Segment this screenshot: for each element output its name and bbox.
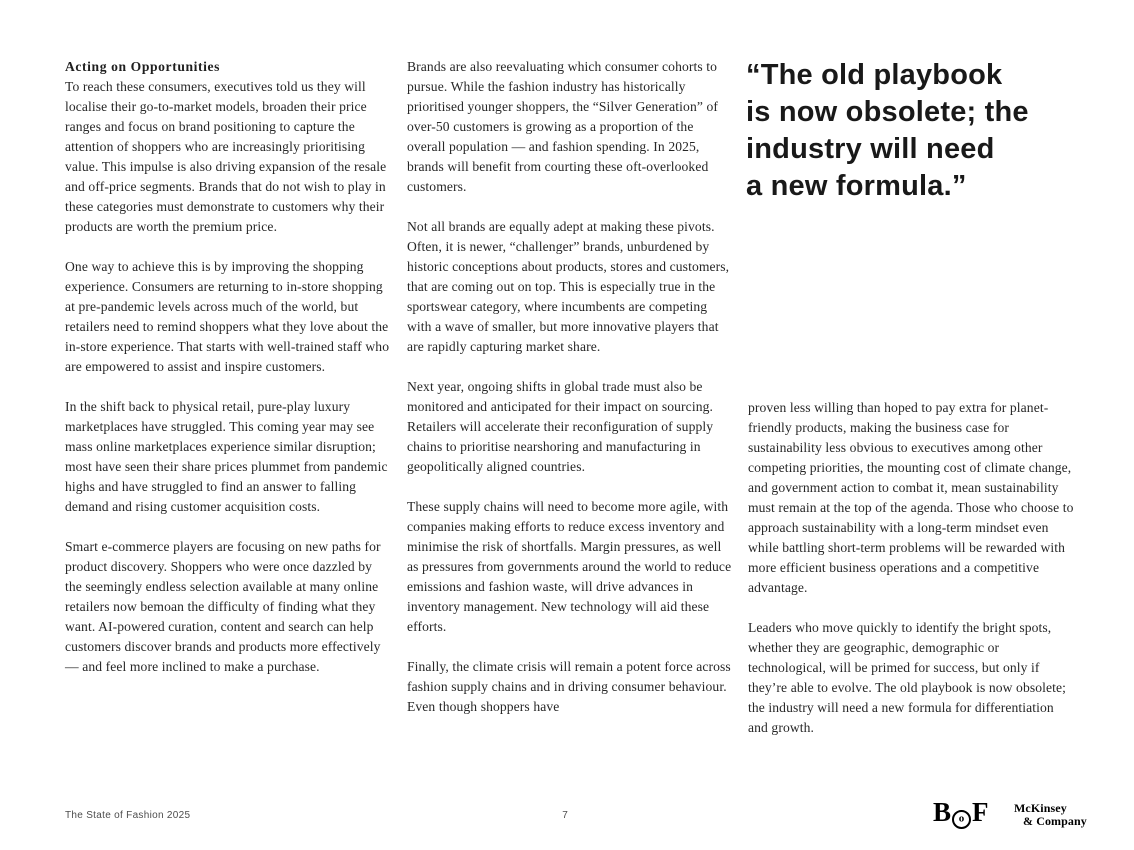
mckinsey-logo <box>1014 802 1087 827</box>
paragraph: Brands are also reevaluating which consumer cohorts to pursue. While the fashion industry has historically prioritised younger shoppers, the “Silver Generation” of over-50 customers is growing as a proportion of the overall population — and fashion spending. In 2025, brands will benefit from courting these oft-overlooked customers. <box>407 59 718 194</box>
paragraph: Next year, ongoing shifts in global trade must also be monitored and anticipated for their impact on sourcing. Retailers will accelerate their reconfiguration of supply chains to prioritise nearshoring and manufacturing in geopolitically aligned countries. <box>407 379 714 474</box>
bof-logo-circle-icon <box>952 810 971 829</box>
paragraph: Finally, the climate crisis will remain a potent force across fashion supply chains and in driving consumer behaviour. Even though shoppers have <box>407 659 731 714</box>
bof-logo-letter-f: F <box>972 797 989 827</box>
pull-quote-line: “The old playbook <box>746 59 1003 91</box>
text-column-1 <box>65 57 392 697</box>
text-column-2 <box>407 57 734 737</box>
paragraph: One way to achieve this is by improving the shopping experience. Consumers are returning to in-store shopping at pre-pandemic levels across much of the world, but retailers need to remind shoppers what they love about the in-store experience. That starts with well-trained staff who are empowered to assist and inspire customers. <box>65 259 390 374</box>
paragraph: Smart e-commerce players are focusing on new paths for product discovery. Shoppers who were once dazzled by the seemingly endless selection available at many online retailers now bemoan the difficulty of finding what they want. AI-powered curation, content and search can help customers discover brands and products more effectively — and feel more inclined to make a purchase. <box>65 539 381 674</box>
paragraph: To reach these consumers, executives told us they will localise their go-to-market models, broaden their price ranges and focus on brand positioning to capture the attention of shoppers who are increasingly prioritising value. This impulse is also driving expansion of the resale and off-price segments. Brands that do not wish to play in these categories must demonstrate to customers why their products are worth the premium price. <box>65 79 387 234</box>
paragraph: proven less willing than hoped to pay extra for planet-friendly products, making the business case for sustainability less obvious to executives among other competing priorities, the mounting cost of climate change, and government action to combat it, mean sustainability must remain at the top of the agenda. Those who choose to approach sustainability with a long-term mindset even while battling short-term problems will be rewarded with more efficient business operations and a competitive advantage. <box>748 400 1074 595</box>
bof-logo-letter-b: B <box>933 797 952 827</box>
paragraph: Leaders who move quickly to identify the bright spots, whether they are geographic, demographic or technological, will be primed for success, but only if they’re able to evolve. The old playbook is now obsolete; the industry will need a new formula for differentiation and growth. <box>748 620 1067 735</box>
footer-report-title: The State of Fashion 2025 <box>65 810 191 821</box>
footer-page-number: 7 <box>562 810 568 821</box>
pull-quote <box>746 57 1096 205</box>
mckinsey-logo-line1: McKinsey <box>1014 801 1067 815</box>
section-heading: Acting on Opportunities <box>65 59 221 74</box>
pull-quote-line: is now obsolete; the <box>746 96 1029 128</box>
paragraph: Not all brands are equally adept at making these pivots. Often, it is newer, “challenger” brands, unburdened by historic conceptions about products, stores and customers, that are coming out on top. This is especially true in the sportswear category, where incumbents are competing with a wave of smaller, but more innovative players that are rapidly capturing market share. <box>407 219 730 354</box>
pull-quote-line: a new formula.” <box>746 170 967 202</box>
bof-logo <box>933 797 989 829</box>
bof-logo-letter-o: o <box>958 812 965 825</box>
text-column-3 <box>748 398 1075 758</box>
pull-quote-line: industry will need <box>746 133 995 165</box>
paragraph: In the shift back to physical retail, pure-play luxury marketplaces have struggled. This coming year may see mass online marketplaces experience similar disruption; most have seen their share prices plummet from pandemic highs and have struggled to find an answer to falling demand and rising customer acquisition costs. <box>65 399 388 514</box>
paragraph: These supply chains will need to become more agile, with companies making efforts to reduce excess inventory and minimise the risk of shortfalls. Margin pressures, as well as pressures from governments around the world to reduce emissions and fashion waste, will drive advances in inventory management. New technology will aid these efforts. <box>407 499 732 634</box>
mckinsey-logo-line2: & Company <box>1023 813 1087 828</box>
